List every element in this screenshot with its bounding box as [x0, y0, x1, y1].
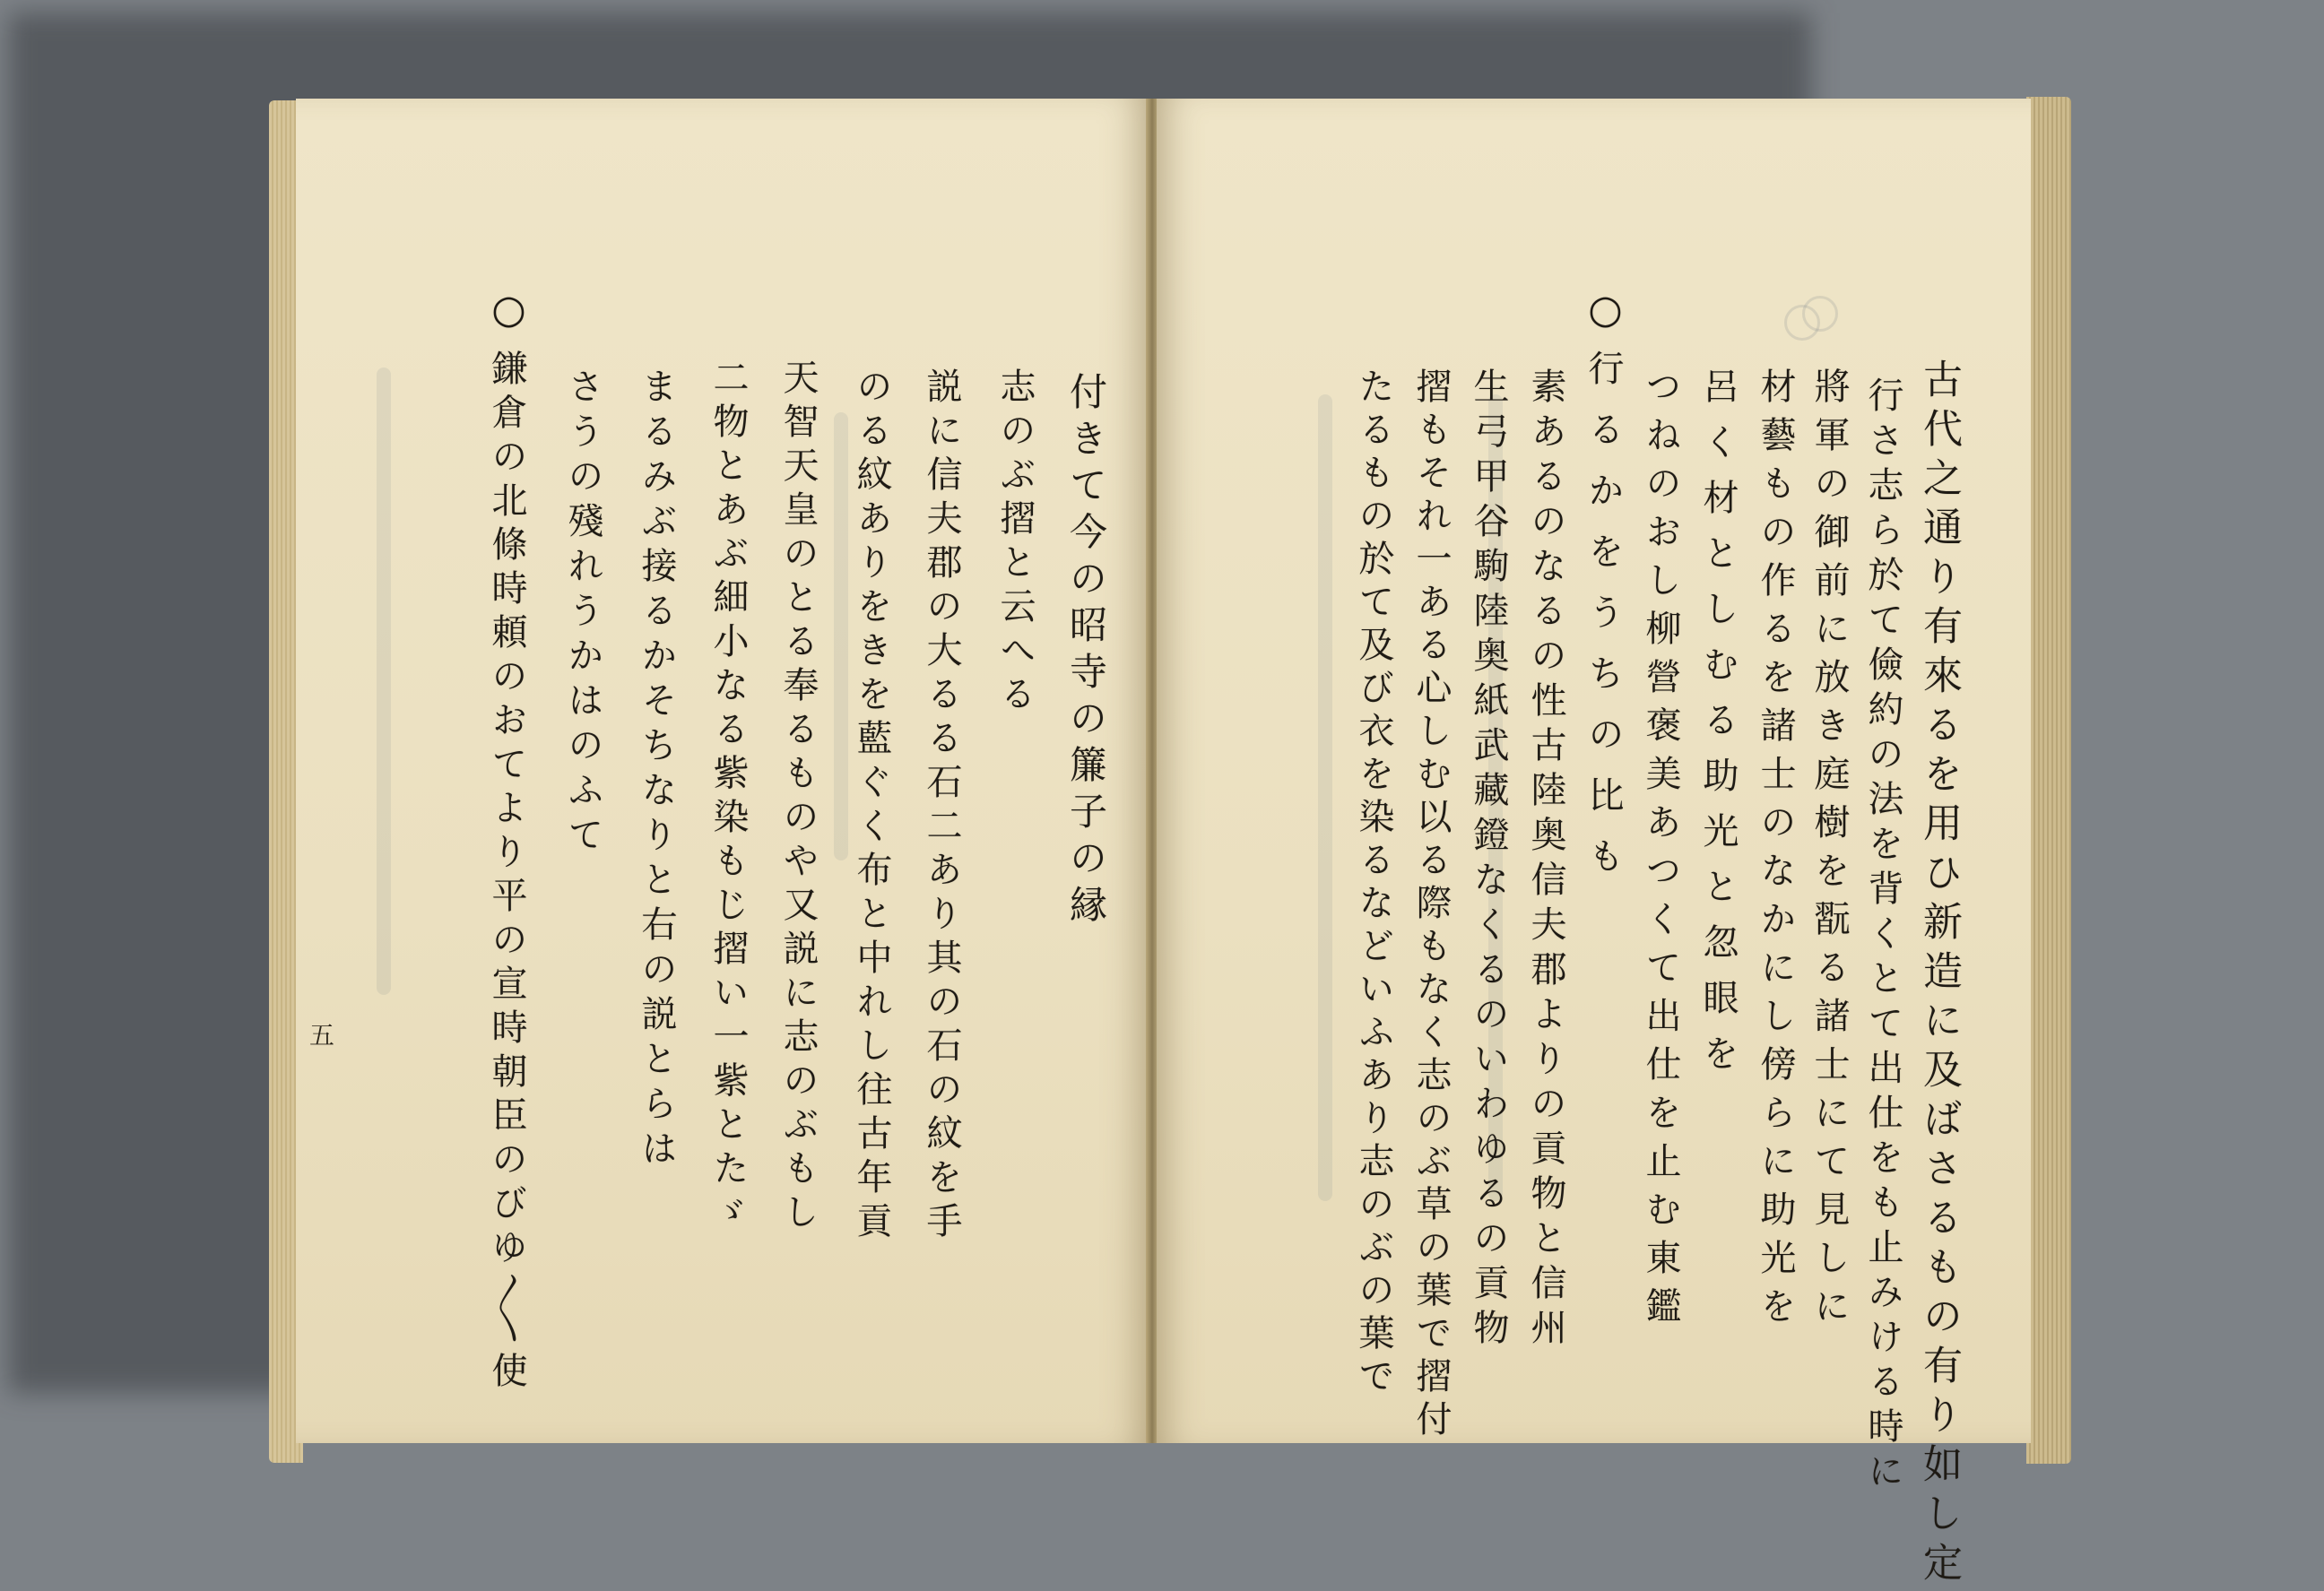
right-column-5: 呂く材としむる助光と忽眼を	[1697, 367, 1739, 1090]
left-column-3: さうの殘れうかはのふて	[562, 367, 603, 860]
right-column-6: つねのおし柳營褒美あつくて出仕を止む東鑑	[1640, 367, 1681, 1336]
right-column-11: 摺もそれ一ある心しむ以る際もなく志のぶ草の葉で摺付	[1410, 367, 1452, 1443]
page-number: 五	[306, 1022, 335, 1047]
right-column-7: ○	[1583, 287, 1628, 342]
right-page-edges	[2026, 97, 2071, 1464]
open-book	[269, 90, 2071, 1591]
left-column-7: のる紋ありをきを藍ぐく布と中れし往古年貢	[851, 367, 892, 1246]
right-column-9: 素あるのなるの性古陸奥信夫郡よりの貢物と信州	[1525, 367, 1566, 1353]
bleed-through-mark	[1784, 305, 1820, 341]
bleed-through-mark	[1318, 394, 1332, 1201]
left-column-2: 鎌倉の北條時頼のおてより平の宣時朝臣のびゆ〳〵使	[486, 350, 527, 1396]
right-page	[1157, 99, 2031, 1591]
left-column-9: 志のぶ摺と云へる	[994, 367, 1036, 719]
left-column-8: 説に信夫郡の大るる石二あり其の石の紋を手	[921, 367, 962, 1246]
bleed-through-mark	[377, 367, 391, 995]
bleed-through-mark	[834, 412, 848, 860]
left-column-5: 二物とあぶ細小なる紫染もじ摺い一紫とたゞ	[707, 359, 749, 1237]
right-column-8: 行るかをうちの比も	[1583, 350, 1624, 898]
right-column-3: 將軍の御前に放き庭樹を翫る諸士にて見しに	[1808, 367, 1850, 1336]
left-column-4: まるみぶ接るかそちなりと右の説とらは	[636, 367, 677, 1174]
right-column-2: 行さ志ら於て儉約の法を背くとて出仕をも止みける時に	[1862, 376, 1903, 1497]
right-column-4: 材藝もの作るを諸士のなかにし傍らに助光を	[1755, 367, 1796, 1336]
left-column-1: ○	[486, 287, 532, 342]
left-column-6: 天智天皇のとる奉るものや又説に志のぶもし	[777, 359, 819, 1237]
right-column-1: 古代之通り有來るを用ひ新造に及ばさるもの有り如し定	[1916, 359, 1962, 1591]
right-column-10: 生弓甲谷駒陸奥紙武藏鐙なくるのいわゆるの貢物	[1468, 367, 1509, 1353]
left-column-10: 付きて今の昭寺の簾子の縁	[1064, 372, 1108, 931]
right-column-12: たるもの於て及び衣を染るなどいふあり志のぶの葉で	[1353, 367, 1394, 1400]
left-page	[296, 99, 1148, 1443]
